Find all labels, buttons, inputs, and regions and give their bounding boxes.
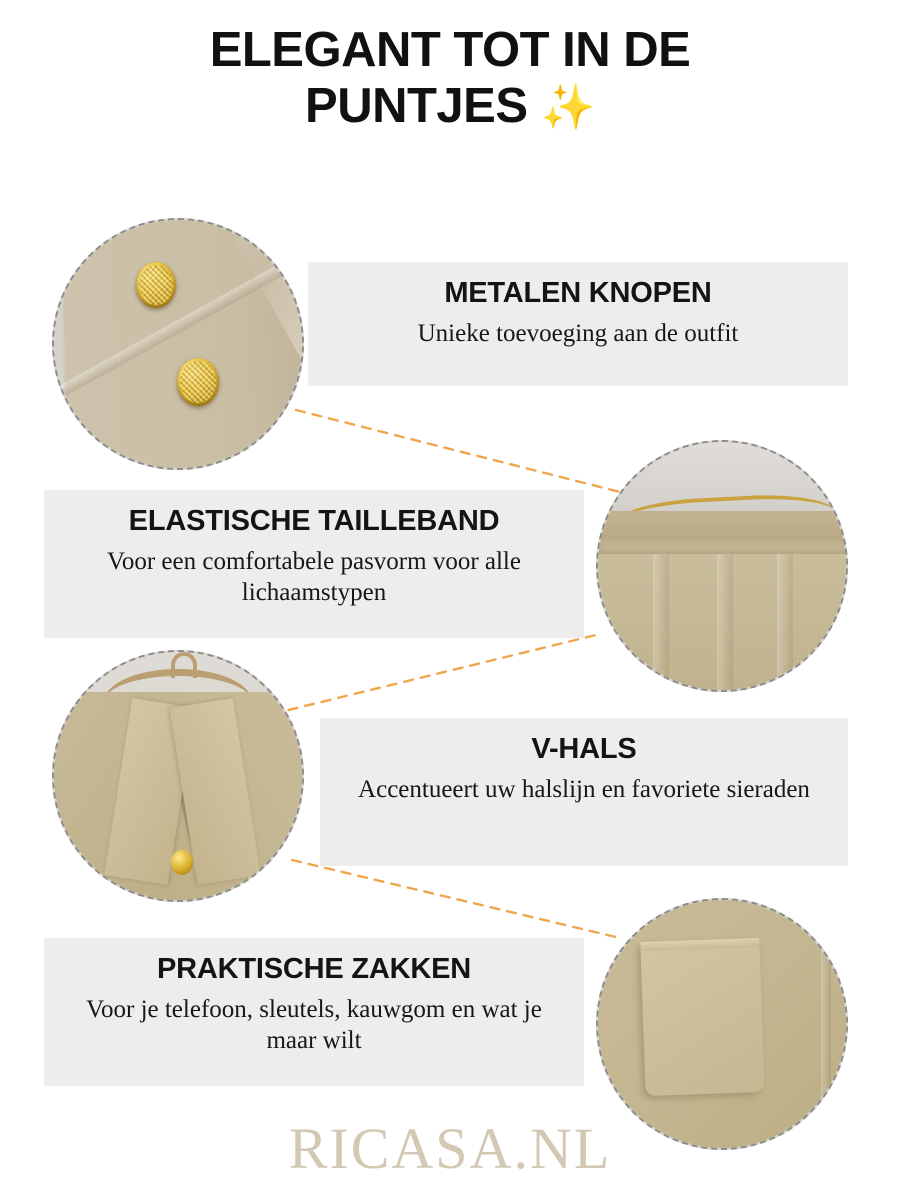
photo-elastische-tailleband — [596, 440, 848, 692]
photo-elastische-tailleband-inner — [598, 442, 846, 690]
feature-card-elastische-tailleband — [44, 490, 584, 638]
gold-button-icon — [171, 850, 193, 875]
feature-heading: PRAKTISCHE ZAKKEN — [157, 953, 471, 985]
gold-button-icon — [136, 262, 176, 308]
brand-logo: RICASA.NL — [288, 1116, 612, 1181]
photo-v-hals — [52, 650, 304, 902]
gold-button-icon — [177, 358, 219, 406]
photo-metalen-knopen-inner — [54, 220, 302, 468]
fabric-fold — [777, 554, 793, 690]
feature-description: Voor een comfortabele pasvorm voor alle lichaamstypen — [107, 547, 521, 607]
feature-card-praktische-zakken — [44, 938, 584, 1086]
page-title-line-2: PUNTJES — [305, 79, 528, 134]
fabric-fold — [717, 554, 733, 690]
feature-card-metalen-knopen — [308, 262, 848, 386]
feature-description: Voor je telefoon, sleutels, kauwgom en wat je maar wilt — [86, 995, 542, 1055]
waistband-shape — [598, 511, 846, 553]
feature-heading: ELASTISCHE TAILLEBAND — [128, 505, 500, 537]
seam-line — [821, 910, 831, 1138]
feature-heading: V-HALS — [531, 733, 637, 765]
photo-praktische-zakken — [596, 898, 848, 1150]
connector-buttons-to-waistband — [296, 410, 620, 492]
page-title — [0, 22, 900, 135]
fabric-fold — [653, 554, 669, 690]
connector-waistband-to-vneck — [272, 634, 600, 714]
feature-card-v-hals — [320, 718, 848, 866]
photo-praktische-zakken-inner — [598, 900, 846, 1148]
pocket-shape — [640, 938, 764, 1096]
photo-metalen-knopen — [52, 218, 304, 470]
feature-description: Accentueert uw halslijn en favoriete sieraden — [358, 775, 810, 803]
feature-description: Unieke toevoeging aan de outfit — [417, 319, 739, 347]
sparkles-icon: ✨ — [540, 83, 595, 133]
page-title-line-1: ELEGANT TOT IN DE — [209, 23, 691, 77]
connector-vneck-to-pocket — [292, 860, 620, 938]
feature-heading: METALEN KNOPEN — [444, 277, 712, 309]
photo-v-hals-inner — [54, 652, 302, 900]
